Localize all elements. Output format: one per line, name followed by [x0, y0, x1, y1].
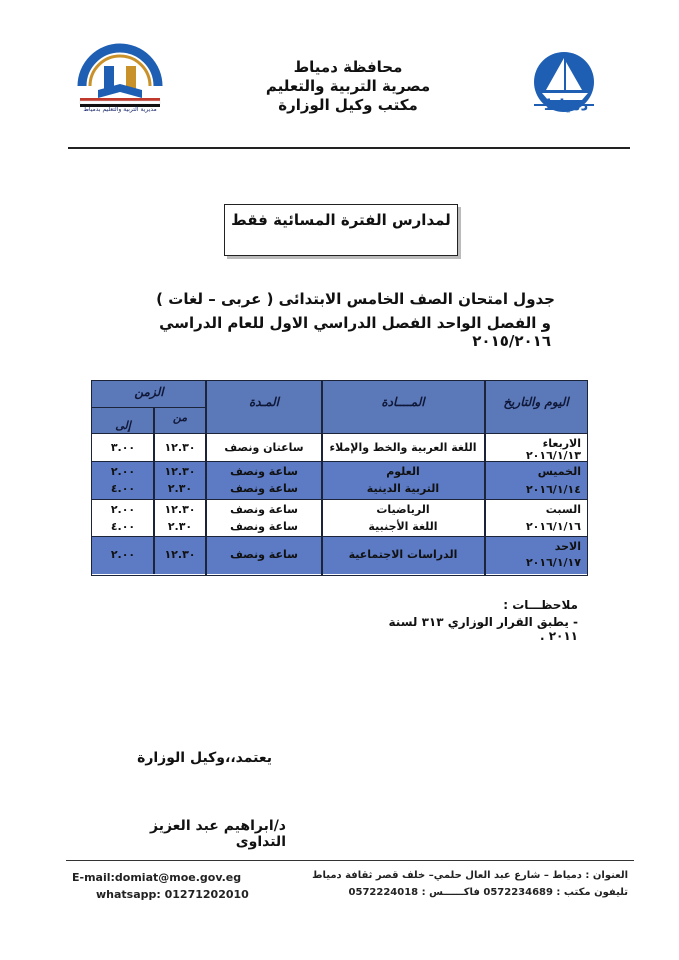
row-duration: ساعة ونصف — [230, 465, 298, 478]
header-time-to: إلى — [92, 419, 154, 432]
row-time-to: ٢.٠٠ — [110, 548, 136, 561]
row-divider — [92, 499, 587, 500]
row-time-from: ٢.٣٠ — [167, 520, 193, 533]
col-divider — [205, 381, 207, 575]
governorate-title: محافظة دمياط — [293, 58, 403, 76]
row-date: ٢٠١٦/١/١٧ — [525, 556, 581, 569]
header-time-from: من — [154, 411, 206, 424]
evening-schools-box — [224, 204, 458, 256]
row-duration: ساعة ونصف — [230, 482, 298, 495]
row-divider — [92, 433, 587, 434]
row-duration: ساعة ونصف — [230, 503, 298, 516]
row-time-to: ٢.٠٠ — [110, 465, 136, 478]
row-time-from: ١٢.٣٠ — [164, 503, 196, 516]
row-duration: ساعة ونصف — [230, 520, 298, 533]
row-time-from: ١٢.٣٠ — [164, 465, 196, 478]
signer-name: د/ابراهيم عبد العزيز التداوى — [149, 818, 286, 850]
row-day: الاحد — [554, 540, 581, 553]
header-duration: المـدة — [206, 395, 322, 409]
footer-phones: تليفون مكتب : 0572234689 فاكــــــس : 0572224018 — [348, 887, 628, 898]
header-time: الزمن — [92, 385, 206, 399]
row-subject: التربية الدينية — [366, 482, 440, 495]
row-time-from: ٢.٣٠ — [167, 482, 193, 495]
header-divider — [68, 147, 630, 149]
header-titles — [248, 58, 448, 115]
row-day: الاربعاء — [542, 437, 581, 450]
education-directorate-caption: مديرية التربية والتعليم بدمياط — [83, 106, 157, 113]
row-date: ٢٠١٦/١/١٣ — [525, 449, 581, 462]
row-subject: اللغة الأجنبية — [368, 520, 438, 533]
col-divider — [321, 381, 323, 575]
row-divider — [92, 407, 205, 408]
evening-schools-label: لمدارس الفترة المسائية فقط — [231, 211, 451, 229]
row-date: ٢٠١٦/١/١٤ — [525, 483, 581, 496]
row-subject: اللغة العربية والخط والإملاء — [329, 441, 477, 454]
row-time-to: ٢.٠٠ — [110, 503, 136, 516]
directorate-title: مصرية التربية والتعليم — [265, 77, 431, 95]
schedule-title-line-2: و الفصل الواحد الفصل الدراسي الاول للعام الدراسي ٢٠١٥/٢٠١٦ — [159, 314, 551, 350]
row-time-from: ١٢.٣٠ — [164, 441, 196, 454]
header-day-date: اليوم والتاريخ — [485, 395, 587, 409]
row-time-from: ١٢.٣٠ — [164, 548, 196, 561]
office-title: مكتب وكيل الوزارة — [278, 96, 418, 114]
row-day: السبت — [545, 503, 581, 516]
footer-divider — [66, 860, 634, 861]
footer-whatsapp: whatsapp: 01271202010 — [96, 888, 249, 901]
notes-item: - يطبق القرار الوزاري ٣١٣ لسنة ٢٠١١ . — [388, 615, 578, 643]
schedule-title-line-1: جدول امتحان الصف الخامس الابتدائى ( عربى – لغات ) — [156, 290, 555, 308]
damietta-logo-text: دمياط — [543, 96, 589, 114]
row-duration: ساعة ونصف — [230, 548, 298, 561]
row-duration: ساعتان ونصف — [224, 441, 304, 454]
header-subject: المــــادة — [322, 395, 484, 409]
footer-address: العنوان : دمياط – شارع عبد العال حلمي– خلف قصر ثقافة دمياط — [312, 870, 628, 881]
row-divider — [92, 536, 587, 537]
approval-line: يعتمد،،وكيل الوزارة — [137, 750, 272, 766]
footer-email: E-mail:domiat@moe.gov.eg — [72, 871, 242, 884]
exam-schedule-table — [91, 380, 588, 576]
row-date: ٢٠١٦/١/١٦ — [525, 520, 581, 533]
row-day: الخميس — [537, 465, 581, 478]
row-subject: الرياضيات — [376, 503, 430, 516]
row-time-to: ٣.٠٠ — [110, 441, 136, 454]
row-time-to: ٤.٠٠ — [110, 482, 136, 495]
row-subject: الدراسات الاجتماعية — [348, 548, 458, 561]
notes-title: ملاحظـــات : — [503, 598, 578, 612]
row-time-to: ٤.٠٠ — [110, 520, 136, 533]
row-subject: العلوم — [386, 465, 420, 478]
